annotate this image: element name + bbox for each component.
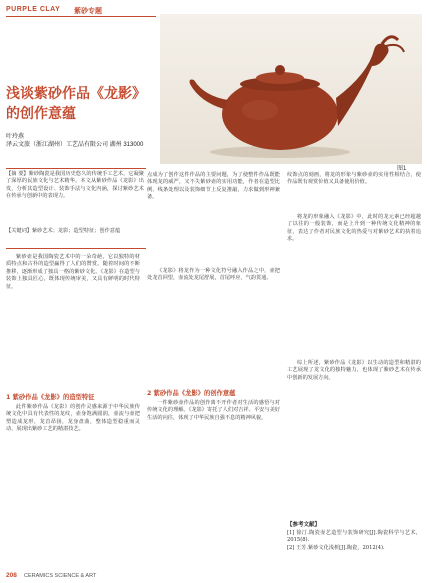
- author: 叶玲燕: [6, 134, 25, 140]
- abstract-rule-bottom: [6, 248, 146, 249]
- abstract: 【摘 要】紫砂陶瓷是我国历史悠久的传统手工艺术，它凝聚了深厚的民族文化与艺术精华。本文从紫砂作品《龙影》出发，分析其造型设计、装饰手法与文化内涵，探讨紫砂艺术在传承与创新中的表现力。: [6, 171, 144, 200]
- dragon-teapot-illustration: [160, 14, 422, 164]
- header-rule: [6, 16, 156, 17]
- reference-item: [1] 徐汀.陶瓷壶艺造型与装饰研究[J].陶瓷科学与艺术，2015(8).: [287, 530, 421, 544]
- section-1-paragraph: 此件紫砂作品《龙影》的创作灵感来源于中华民族传统文化中具有代表性的龙纹，壶身饱满圆润，壶流与壶把塑造成龙形，龙首昂扬，龙身盘曲，整体造型稳重而灵动，展现出紫砂工艺的精湛技艺。: [6, 404, 140, 433]
- col3-paragraph-2: 将龙的形象融入《龙影》中，此时的龙元素已经超越了以往的一般装饰，而是上升到一种传统文化精神的象征，表达了作者对民族文化的热爱与对紫砂艺术的执着追求。: [287, 214, 421, 243]
- references-heading: 【参考文献】: [287, 522, 321, 528]
- article-title: [6, 84, 156, 124]
- section-2-paragraph: 一件紫砂壶作品的创作离不开作者对生活的感悟与对传统文化的理解。《龙影》寄托了人们对吉祥、平安与美好生活的向往，体现了中华民族自强不息的精神风貌。: [147, 400, 280, 421]
- col2-paragraph-2: 《龙影》将龙作为一种文化符号融入作品之中，壶把处龙首回望，壶流处龙尾舒展，首尾呼应，气韵贯通。: [147, 268, 280, 282]
- figure-caption: 图1: [397, 166, 407, 172]
- title-line-1: 浅谈紫砂作品《龙影》: [6, 86, 146, 102]
- section-2-heading: 2 紫砂作品《龙影》的创作意蕴: [147, 390, 236, 397]
- section-label: 紫砂专题: [74, 8, 102, 15]
- title-line-2: 的创作意蕴: [6, 106, 76, 122]
- page-number: 208: [6, 572, 17, 579]
- affiliation: 泽云文旅（浙江湖州）工艺品有限公司 湖州 313000: [6, 142, 144, 148]
- abstract-rule-top: [6, 168, 146, 169]
- col2-paragraph-1: 点成为了创作这件作品的主要问题，为了使整件作品既能体现龙的威严，又不失紫砂壶的实用功能，作者在造型比例、线条处理以及装饰细节上反复推敲，力求做到形神兼备。: [147, 172, 280, 201]
- reference-item: [2] 王芳.紫砂文化浅析[J].陶瓷，2012(4).: [287, 545, 385, 551]
- col3-paragraph-1: 纹饰点的刻画，将龙的形象与紫砂壶的实用性相结合，使作品既有观赏价值又具备使用价值。: [287, 172, 421, 186]
- intro-paragraph: 紫砂壶是我国陶瓷艺术中的一朵奇葩，它以独特的材质特点和古朴的造型赢得了人们的赞赏。随着时间的不断推移，逐渐形成了独具一格的紫砂文化。《龙影》在造型与装饰上独具匠心，既体现传统审美，又具有鲜明的时代特征。: [6, 254, 140, 290]
- teapot-photo: [160, 14, 422, 164]
- journal-name: CERAMICS SCIENCE & ART: [24, 573, 97, 579]
- conclusion-paragraph: 综上所述，紫砂作品《龙影》以生动的造型和精湛的工艺展现了龙文化的独特魅力，也体现了紫砂艺术在传承中创新的发展方向。: [287, 360, 421, 381]
- section-1-heading: 1 紫砂作品《龙影》的造型特征: [6, 394, 95, 401]
- journal-brand: PURPLE CLAY: [6, 6, 61, 13]
- keywords: 【关键词】紫砂艺术；龙影；造型特征；创作意蕴: [6, 228, 121, 234]
